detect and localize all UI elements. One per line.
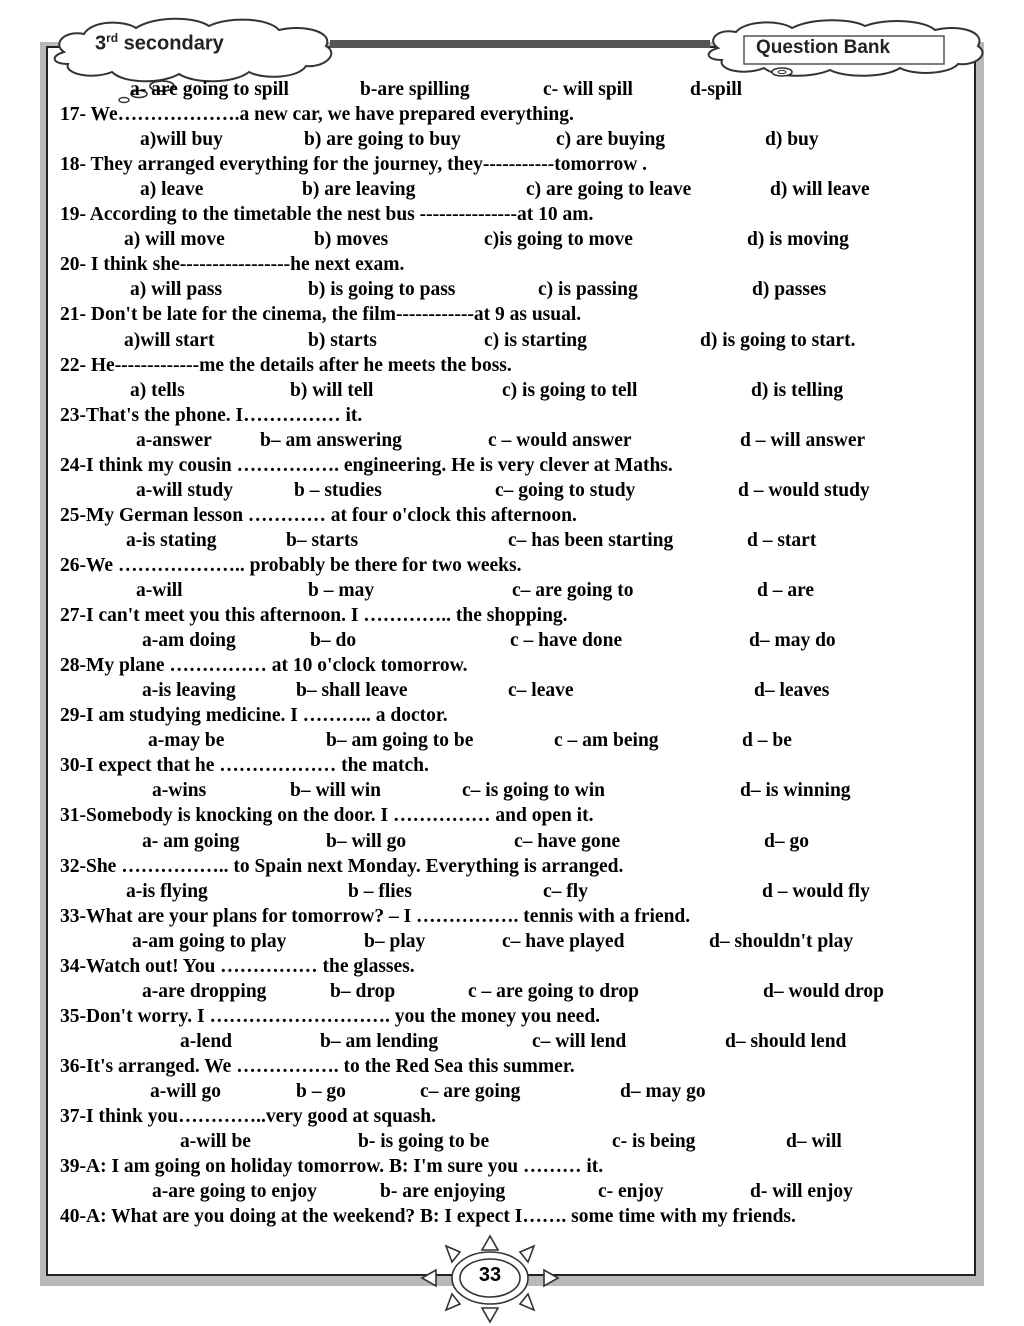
answer-option: b- are enjoying (380, 1181, 506, 1203)
answer-option: b– shall leave (296, 680, 408, 702)
question-text: 37-I think you…………..very good at squash. (60, 1106, 436, 1128)
answer-option: b-are spilling (360, 79, 470, 100)
answer-option: b– will go (326, 830, 407, 852)
answer-option: d) is telling (751, 379, 844, 401)
answer-option: a- am going (142, 830, 240, 852)
answer-option: c– going to study (495, 479, 636, 501)
answer-option: d – are (757, 580, 815, 601)
answer-option: b– am lending (320, 1030, 439, 1052)
answer-option: a-am doing (142, 630, 236, 652)
answer-option: d– may do (749, 630, 836, 652)
question-text: 30-I expect that he ……………… the match. (60, 755, 429, 777)
answer-option: b– starts (286, 529, 359, 551)
answer-option: b – flies (348, 880, 412, 902)
answer-option: c)is going to move (484, 229, 633, 251)
answer-option: a-is stating (126, 529, 217, 551)
answer-option: b – may (308, 580, 375, 601)
answer-option: d) buy (765, 129, 819, 151)
answer-option: a-lend (180, 1030, 233, 1052)
question-text: 26-We ……………….. probably be there for two weeks. (60, 554, 522, 576)
answer-option: d– go (764, 830, 809, 852)
header-bar (330, 40, 710, 48)
answer-option: a-will (136, 580, 183, 601)
answer-option: c– leave (508, 680, 574, 702)
answer-option: d – would fly (762, 880, 870, 902)
answer-option: d-spill (690, 79, 743, 100)
answer-option: d) will leave (770, 179, 870, 201)
answer-option: c) is going to tell (502, 379, 638, 401)
answer-option: c– fly (543, 880, 588, 902)
answer-option: d) passes (752, 279, 827, 301)
question-text: 19- According to the timetable the nest bus ---------------at 10 am. (60, 204, 594, 226)
answer-option: c – would answer (488, 429, 632, 451)
answer-option: d – be (742, 730, 792, 752)
answer-option: d– should lend (725, 1030, 847, 1052)
answer-option: c– is going to win (462, 780, 606, 802)
answer-option: c) is passing (538, 279, 638, 301)
answer-option: b– am answering (260, 429, 402, 451)
question-text: 23-That's the phone. I…………… it. (60, 404, 363, 426)
answer-option: d – start (747, 529, 817, 551)
question-text: 39-A: I am going on holiday tomorrow. B: I'm sure you ……… it. (60, 1156, 604, 1178)
answer-option: a-is leaving (142, 680, 236, 702)
answer-option: d– would drop (763, 980, 885, 1002)
answer-option: a- are going to spill (130, 79, 289, 100)
answer-option: a) tells (130, 379, 185, 401)
answer-option: a-is flying (126, 880, 208, 902)
answer-option: d– leaves (754, 680, 830, 702)
answer-option: a-are dropping (142, 980, 267, 1002)
answer-option: c– are going to (512, 580, 634, 601)
answer-option: c) is starting (484, 329, 587, 351)
question-text: 28-My plane …………… at 10 o'clock tomorrow. (60, 655, 468, 677)
grade-label: 3rd secondary (95, 31, 224, 55)
answer-option: b) are leaving (302, 179, 416, 201)
answer-option: d) is going to start. (700, 329, 856, 351)
question-text: 31-Somebody is knocking on the door. I …………… and open it. (60, 805, 594, 827)
answer-option: c) are going to leave (526, 179, 692, 201)
answer-option: a-may be (148, 730, 225, 752)
question-text: 21- Don't be late for the cinema, the film------------at 9 as usual. (60, 304, 582, 326)
answer-option: a) leave (140, 179, 204, 201)
question-text: 33-What are your plans for tomorrow? – I ……………. tennis with a friend. (60, 905, 691, 927)
answer-option: c – are going to drop (468, 980, 639, 1002)
answer-option: c– have gone (514, 830, 621, 852)
answer-option: a) will pass (130, 279, 223, 301)
answer-option: a) will move (124, 229, 225, 251)
question-text: 29-I am studying medicine. I ……….. a doctor. (60, 705, 448, 727)
answer-option: d– is winning (740, 780, 851, 802)
answer-option: b– drop (330, 980, 396, 1002)
answer-option: c– have played (502, 930, 625, 952)
answer-option: c – am being (554, 730, 659, 752)
answer-option: c- will spill (543, 79, 633, 100)
answer-option: b) is going to pass (308, 279, 456, 301)
answer-option: c) are buying (556, 129, 666, 151)
answer-option: b – go (296, 1081, 346, 1102)
answer-option: c– will lend (532, 1030, 627, 1052)
question-text: 34-Watch out! You …………… the glasses. (60, 955, 415, 977)
answer-option: b– will win (290, 780, 382, 802)
answer-option: b– do (310, 630, 357, 652)
answer-option: a-are going to enjoy (152, 1181, 317, 1203)
answer-option: c– are going (420, 1081, 521, 1102)
answer-option: a-wins (152, 780, 207, 802)
question-text: 18- They arranged everything for the journey, they-----------tomorrow . (60, 154, 648, 176)
answer-option: a-answer (136, 429, 212, 451)
question-text: 17- We……………….a new car, we have prepared everything. (60, 104, 574, 126)
answer-option: d – would study (738, 479, 870, 501)
answer-option: c– has been starting (508, 529, 674, 551)
question-text: 24-I think my cousin ……………. engineering. He is very clever at Maths. (60, 454, 673, 476)
answer-option: a-will be (180, 1131, 251, 1153)
answer-option: c – have done (510, 630, 623, 652)
answer-option: b– am going to be (326, 730, 474, 752)
answer-option: d– may go (620, 1081, 706, 1102)
answer-option: d- will enjoy (750, 1181, 853, 1203)
answer-option: c- is being (612, 1131, 696, 1153)
answer-option: b – studies (294, 479, 382, 501)
answer-option: b– play (364, 930, 426, 952)
answer-option: b) will tell (290, 379, 374, 401)
question-text: 32-She …………….. to Spain next Monday. Everything is arranged. (60, 855, 624, 877)
answer-option: a-will study (136, 479, 233, 501)
answer-option: a)will start (124, 329, 215, 351)
question-text: 36-It's arranged. We ……………. to the Red Sea this summer. (60, 1055, 575, 1077)
question-text: 27-I can't meet you this afternoon. I ………….. the shopping. (60, 605, 568, 627)
answer-option: b) starts (308, 329, 377, 351)
answer-option: a-am going to play (132, 930, 287, 952)
question-text: 35-Don't worry. I ………………………. you the money you need. (60, 1005, 601, 1027)
page-number: 33 (478, 1264, 502, 1286)
answer-option: d– will (786, 1131, 842, 1153)
answer-option: d) is moving (747, 229, 849, 251)
answer-option: d – will answer (740, 429, 866, 451)
answer-option: a)will buy (140, 129, 223, 151)
question-text: 22- He-------------me the details after he meets the boss. (60, 354, 512, 376)
answer-option: b) moves (314, 229, 389, 251)
question-bank-label: Question Bank (756, 37, 891, 58)
answer-option: d– shouldn't play (709, 930, 854, 952)
answer-option: a-will go (150, 1081, 221, 1102)
question-text: 40-A: What are you doing at the weekend? B: I expect I……. some time with my friends. (60, 1206, 796, 1228)
answer-option: c- enjoy (598, 1181, 664, 1203)
question-text: 20- I think she-----------------he next exam. (60, 254, 405, 276)
answer-option: b- is going to be (358, 1131, 490, 1153)
question-text: 25-My German lesson ………… at four o'clock this afternoon. (60, 504, 577, 526)
answer-option: b) are going to buy (304, 129, 461, 151)
